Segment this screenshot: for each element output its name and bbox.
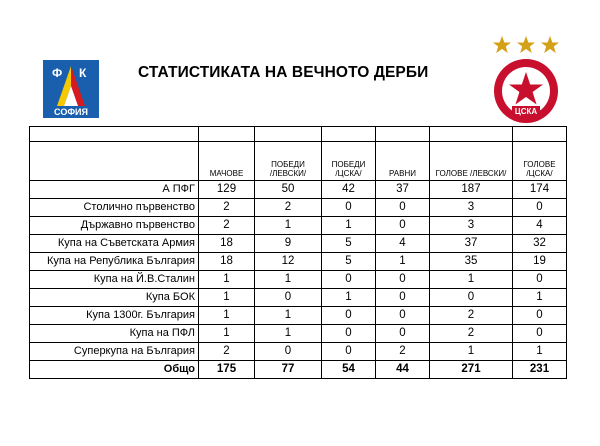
table-blank-row [30,127,567,142]
cska-star-2 [517,36,535,53]
levski-city-text: СОФИЯ [54,107,88,117]
table-row: Купа на Й.В.Сталин 1 1 0 0 1 0 [30,271,567,289]
table-row: Купа на Съветската Армия 18 9 5 4 37 32 [30,235,567,253]
cska-crest-text: ЦСКА [514,107,538,116]
header-goals-cska: ГОЛОВЕ /ЦСКА/ [513,142,567,181]
table-row: Купа на ПФЛ 1 1 0 0 2 0 [30,325,567,343]
header-wins-levski: ПОБЕДИ /ЛЕВСКИ/ [255,142,322,181]
levski-letter-k: К [79,66,87,80]
table-row: А ПФГ 129 50 42 37 187 174 [30,181,567,199]
table-header-row [30,142,567,181]
table-row: Купа 1300г. България 1 1 0 0 2 0 [30,307,567,325]
cska-crest-icon [493,36,559,128]
header-blank [30,142,199,181]
table-total-row: Общо 175 77 54 44 271 231 [30,361,567,379]
levski-crest-icon [43,60,99,118]
header-goals-levski: ГОЛОВЕ /ЛЕВСКИ/ [430,142,513,181]
table-row: Суперкупа на България 2 0 0 2 1 1 [30,343,567,361]
cska-star-1 [493,36,511,53]
table-row: Столично първенство 2 2 0 0 3 0 [30,199,567,217]
table-row: Държавно първенство 2 1 1 0 3 4 [30,217,567,235]
header-draws: РАВНИ [376,142,430,181]
header-matches: МАЧОВЕ [199,142,255,181]
table-row: Купа на Република България 18 12 5 1 35 19 [30,253,567,271]
cska-star-3 [541,36,559,53]
derby-stats-table [29,126,567,379]
page-title: СТАТИСТИКАТА НА ВЕЧНОТО ДЕРБИ [138,64,429,81]
header-wins-cska: ПОБЕДИ /ЦСКА/ [322,142,376,181]
table-row: Купа БОК 1 0 1 0 0 1 [30,289,567,307]
levski-letter-f: Ф [52,66,63,80]
